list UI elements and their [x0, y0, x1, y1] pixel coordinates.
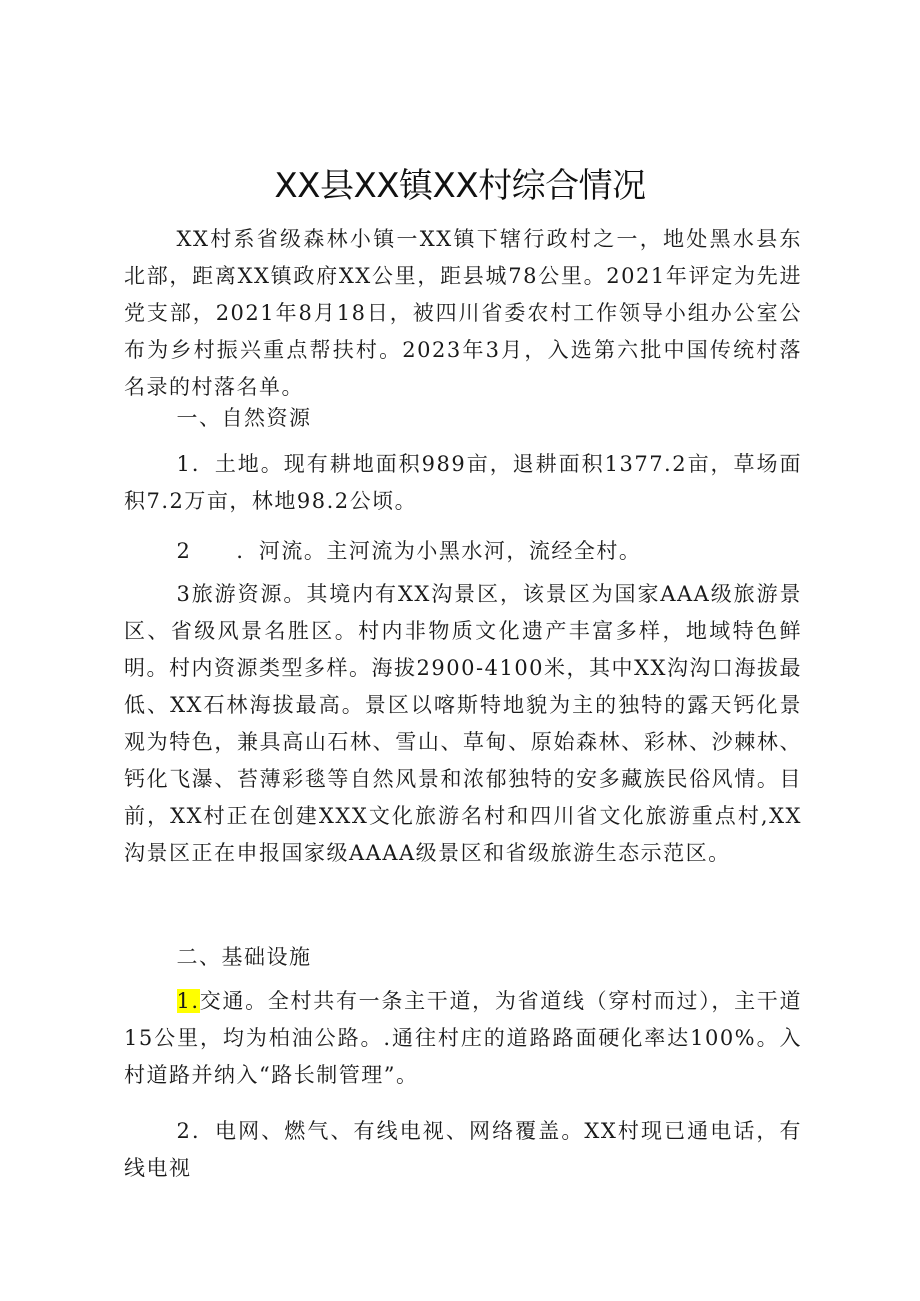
- section2-item2-utilities: 2．电网、燃气、有线电视、网络覆盖。XX村现已通电话，有线电视: [124, 1119, 802, 1180]
- section2-item1-text: 交通。全村共有一条主干道，为省道线（穿村而过），主干道15公里，均为柏油公路。.通往村庄的道路路面硬化率达100%。入村道路并纳入“路长制管理”。: [124, 989, 802, 1087]
- section1-heading: 一、自然资源: [176, 406, 312, 430]
- section1-item3-tourism: 3旅游资源。其境内有XX沟景区，该景区为国家AAA级旅游景区、省级风景名胜区。村内非物质文化遗产丰富多样，地域特色鲜明。村内资源类型多样。海拔2900-4100米，其中XX沟沟口海拔最低、XX石林海拔最高。景区以喀斯特地貌为主的独特的露天钙化景观为特色，兼具高山石林、雪山、草甸、原始森林、彩林、沙棘林、钙化飞瀑、苔薄彩毯等自然风景和浓郁独特的安多藏族民俗风情。目前，XX村正在创建XXX文化旅游名村和四川省文化旅游重点村,XX沟景区正在申报国家级AAAA级景区和省级旅游生态示范区。: [124, 582, 802, 865]
- section1-item2-river: 2 ．河流。主河流为小黑水河，流经全村。: [176, 539, 642, 563]
- intro-paragraph: XX村系省级森林小镇一XX镇下辖行政村之一，地处黑水县东北部，距离XX镇政府XX公里，距县城78公里。2021年评定为先进党支部，2021年8月18日，被四川省委农村工作领导小组办公室公布为乡村振兴重点帮扶村。2023年3月，入选第六批中国传统村落名录的村落名单。: [124, 227, 802, 399]
- section1-item1-land: 1．土地。现有耕地面积989亩，退耕面积1377.2亩，草场面积7.2万亩，林地98.2公顷。: [124, 452, 802, 513]
- section2-heading: 二、基础设施: [176, 945, 312, 969]
- document-title: XX县XX镇XX村综合情况: [274, 166, 646, 206]
- section2-item1-traffic: [124, 983, 802, 1094]
- highlighted-item-number: 1.: [176, 989, 200, 1013]
